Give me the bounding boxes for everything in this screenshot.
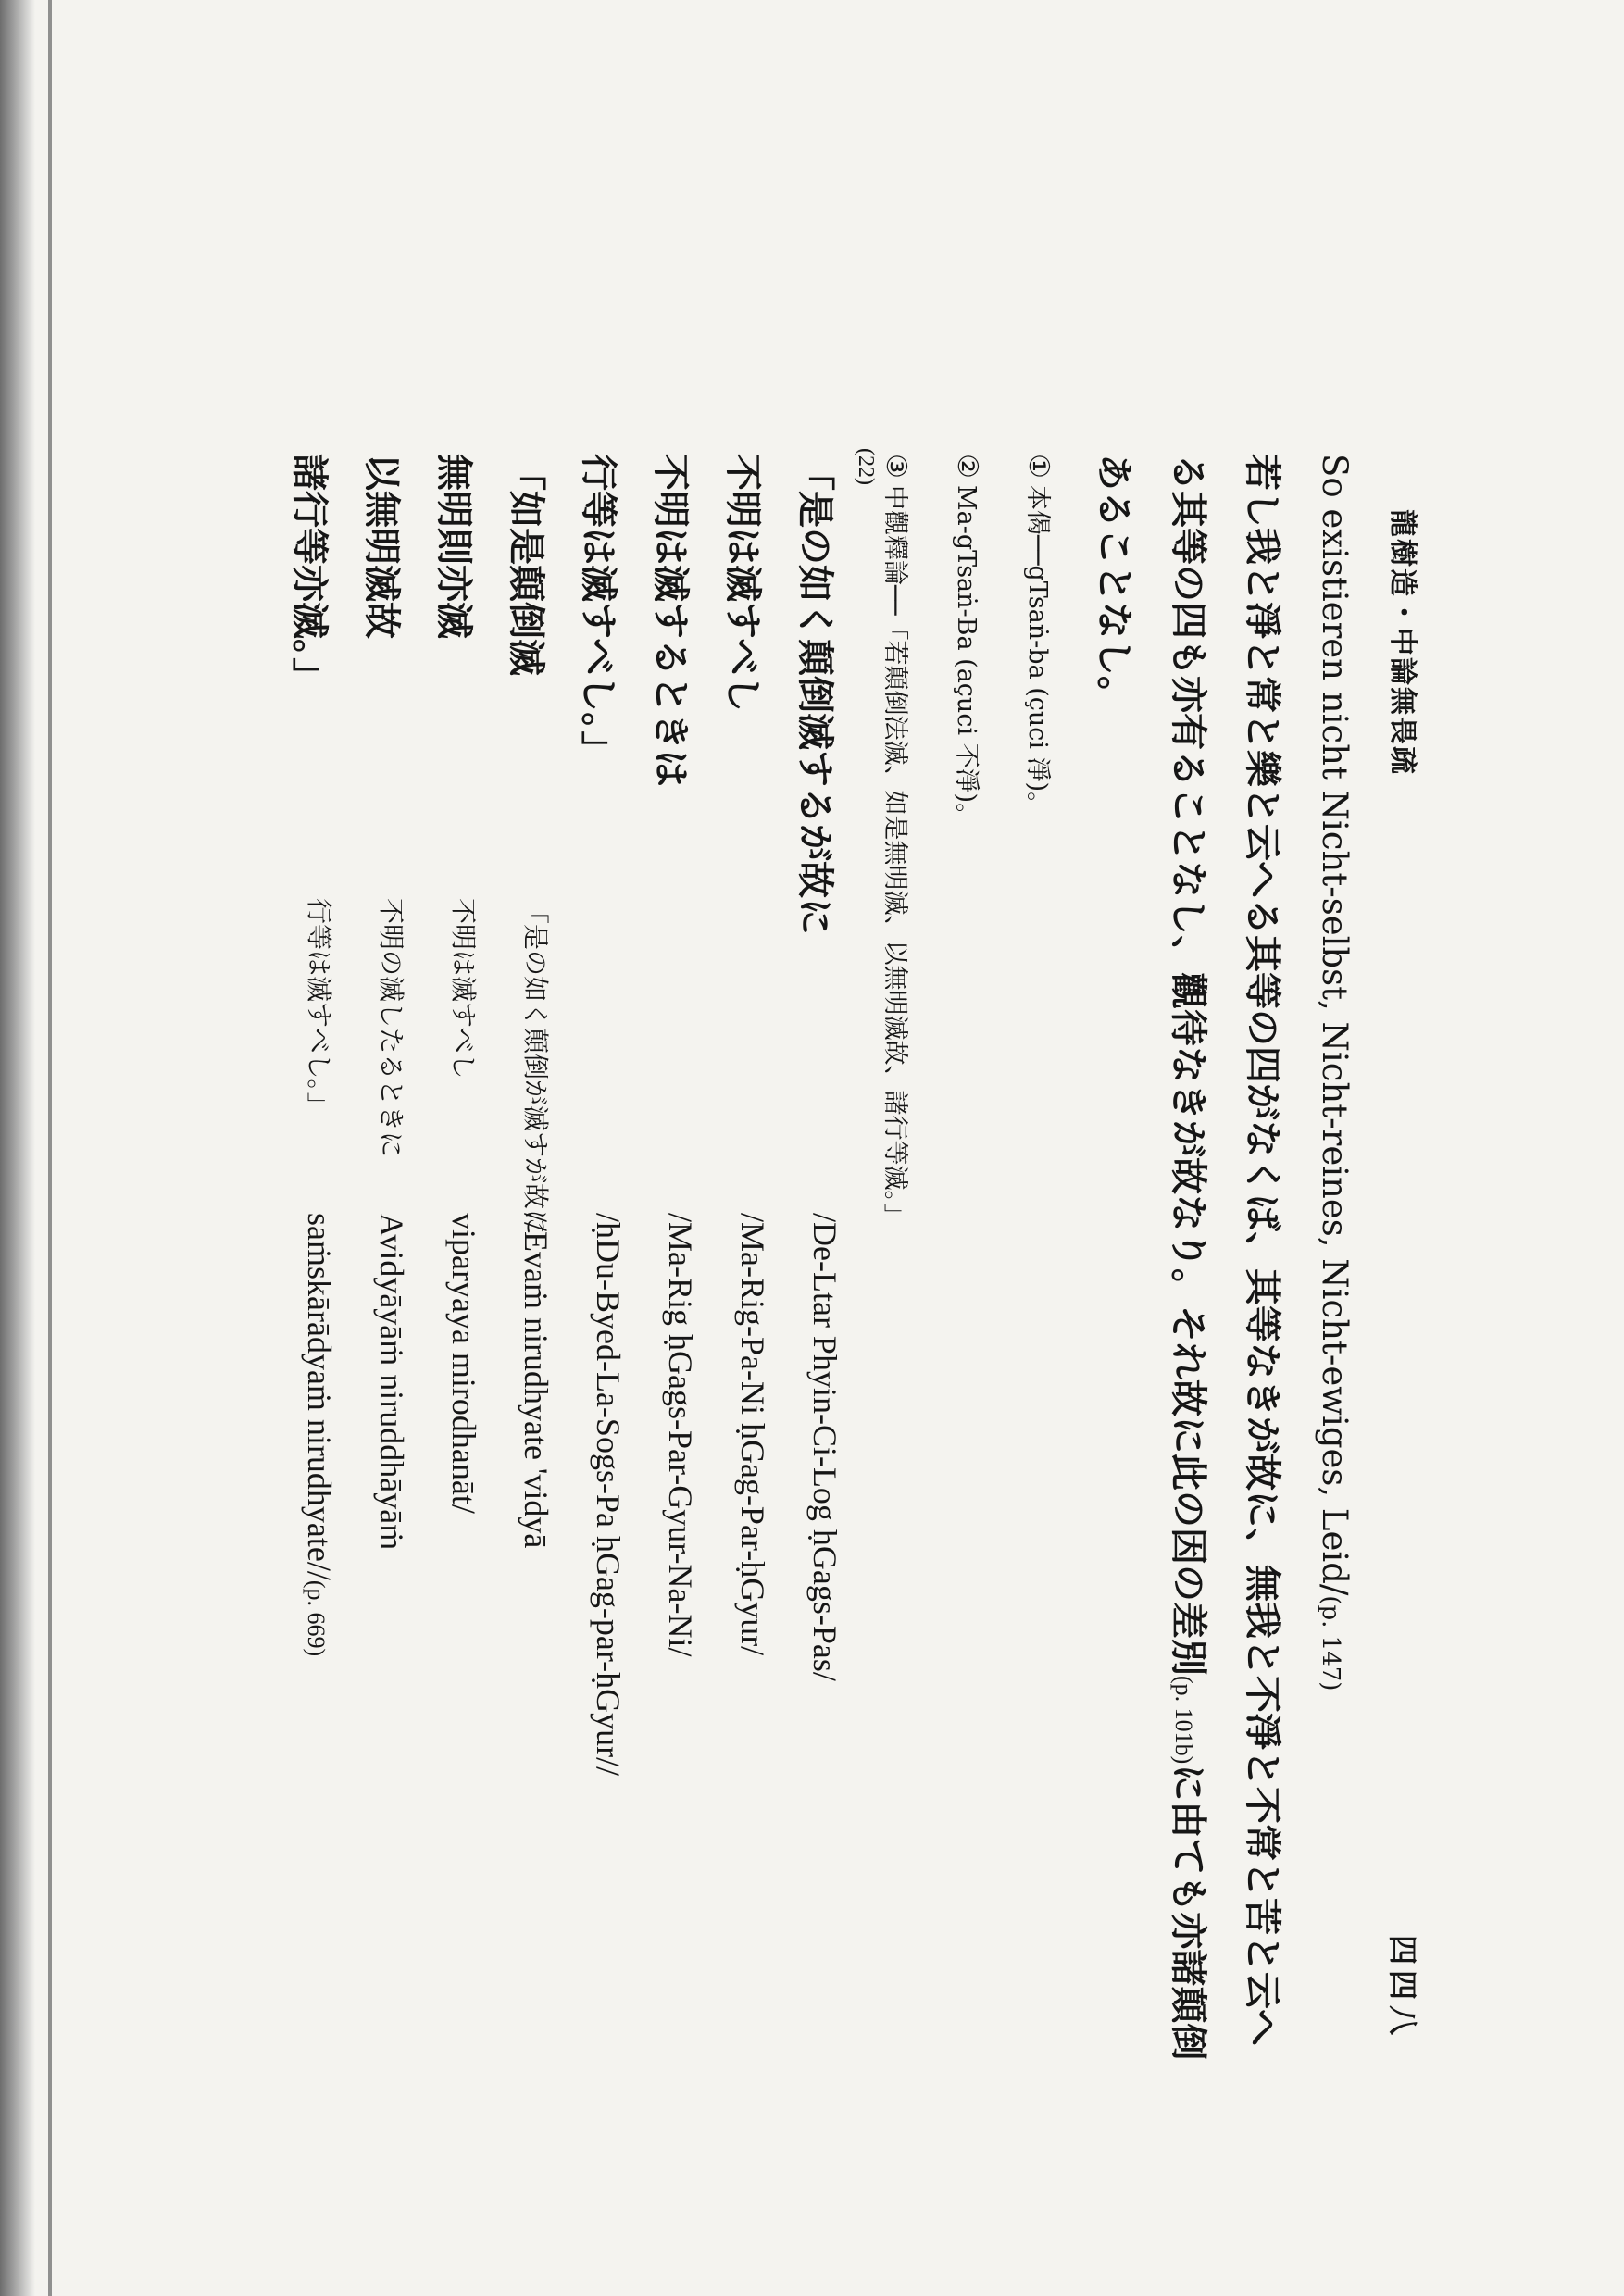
footnote-text: 本偈──gTsaṅ-ba (çuci 淨)。 (1023, 485, 1052, 817)
japanese-page-ref: (p. 101b) (1170, 1676, 1197, 1765)
verse-row (628, 454, 700, 2176)
verse-tibetan: /De-Ltar Phyin-Ci-Log ḥGags-Pas/ (806, 1213, 843, 1681)
footnote-text: 中觀釋論──「若顛倒法滅、如是無明滅、以無明滅故、諸行等滅。」 (881, 485, 909, 1229)
verse-gloss: 行等は滅すべし。」 (304, 898, 334, 1118)
verse-chinese: 以無明滅故 (360, 454, 404, 639)
japanese-line-2 (1167, 454, 1210, 2176)
verse-row (772, 454, 844, 2176)
verse-row (483, 454, 556, 2176)
verse-row (339, 454, 411, 2176)
verse-japanese: 「是の如く顛倒滅するが故に (793, 454, 837, 935)
verse-chinese: 諸行等亦滅。」 (288, 454, 331, 694)
verse-row (700, 454, 772, 2176)
footnote (1022, 454, 1058, 2176)
footnote-mark: ① (1022, 454, 1055, 479)
german-sentence (1315, 454, 1355, 2176)
verse-sanskrit: Avidyāyāṁ niruddhāyāṁ (373, 1213, 410, 1551)
page-header (1370, 491, 1426, 2083)
verse-japanese: 不明は滅すべし (721, 454, 765, 713)
rotated-page (139, 435, 1481, 2194)
footnote-mark: ② (951, 454, 983, 479)
verse-sanskrit-text: saṁskārādyaṁ nirudhyate// (301, 1213, 338, 1580)
footnote (951, 454, 987, 2176)
verse-japanese: 行等は滅すべし。」 (577, 454, 620, 768)
verse-row (411, 454, 483, 2176)
verse-japanese: 不明は滅するときは (649, 454, 693, 787)
footnote (880, 454, 916, 2176)
page-number: 四四八 (1385, 1935, 1420, 2041)
japanese-line-1: 若し我と淨と常と樂と云へる其等の四がなくば、其等なきが故に、無我と不淨と不常と苦と云へ (1241, 454, 1284, 2046)
verse-chinese: 無明則亦滅 (432, 454, 476, 639)
scan-gutter-shadow (0, 0, 35, 2296)
verse-stanza (267, 448, 878, 2176)
japanese-line-2-text: る其等の四も亦有ることなし、觀待なきが故なり。それ故に此の因の差別 (1167, 454, 1210, 1676)
verse-sanskrit: //Evaṁ nirudhyate 'vidyā (518, 1213, 555, 1549)
verse-sanskrit: viparyaya mirodhanāt/ (445, 1213, 482, 1514)
german-text: So existieren nicht Nicht-selbst, Nicht-reines, Nicht-ewiges, Leid/ (1315, 454, 1355, 1596)
verse-tibetan: /Ma-Rig ḥGags-Par-Gyur-Na-Ni/ (662, 1213, 699, 1657)
german-page-ref: (p. 147) (1317, 1595, 1344, 1691)
verse-tibetan: /Ma-Rig-Pa-Ni ḥGag-Par-ḥGyur/ (734, 1213, 771, 1656)
verse-row (267, 454, 339, 2176)
verse-sanskrit (300, 1213, 339, 1656)
japanese-line-2-tail: に由ても亦諸顛倒 (1167, 1764, 1210, 2061)
footnote-mark: ③ (880, 454, 912, 479)
verse-tibetan: /ḥDu-Byed-La-Sogs-Pa ḥGag-par-ḥGyur// (590, 1213, 627, 1777)
footnotes (880, 454, 1058, 2176)
verse-chinese: 「如是顛倒滅 (505, 454, 548, 676)
verse-gloss: 「是の如く顛倒が滅すが故に (520, 898, 551, 1236)
stanza-number: (22) (854, 448, 878, 485)
verse-gloss: 不明は滅すべし (448, 898, 479, 1079)
verse-page-ref: (p. 669) (303, 1579, 330, 1657)
page-body (267, 448, 1355, 2176)
scan-gutter-line (48, 0, 52, 2296)
japanese-line-3: あることなし。 (1093, 454, 1136, 713)
verse-row (556, 454, 628, 2176)
verse-gloss: 不明の滅したるときに (376, 898, 406, 1158)
footnote-text: Ma-gTsaṅ-Ba (açuci 不淨)。 (952, 485, 981, 829)
running-head: 龍樹造・中論無畏疏 (1386, 509, 1418, 776)
